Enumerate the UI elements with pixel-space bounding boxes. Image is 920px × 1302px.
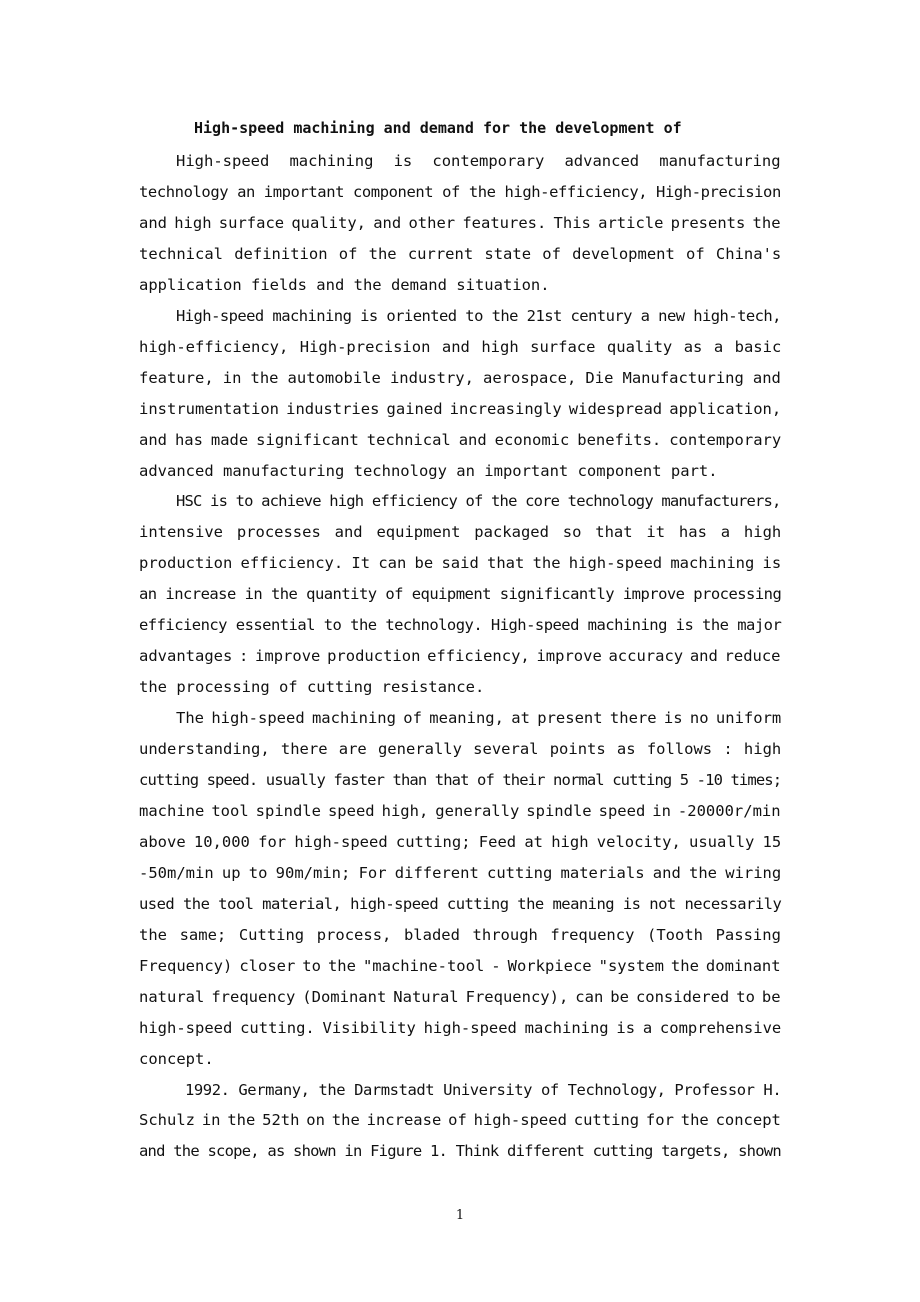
body-line: Frequency) closer to the "machine-tool - Workpiece "system the dominant [139, 956, 781, 975]
body-line: technical definition of the current state of development of China's [139, 244, 782, 263]
body-line: Schulz in the 52th on the increase of high-speed cutting for the concept [139, 1111, 781, 1130]
body-line: The high-speed machining of meaning, at present there is no uniform [176, 709, 782, 728]
body-line: machine tool spindle speed high, generally spindle speed in -20000r/min [139, 801, 781, 820]
body-line: -50m/min up to 90m/min; For different cutting materials and the wiring [139, 863, 782, 882]
body-line: High-speed machining is contemporary advanced manufacturing [176, 152, 781, 170]
body-line: the processing of cutting resistance. [139, 678, 485, 697]
body-line: HSC is to achieve high efficiency of the core technology manufacturers, [176, 492, 781, 511]
body-line: natural frequency (Dominant Natural Frequency), can be considered to be [139, 987, 781, 1006]
body-line: high-speed cutting. Visibility high-speed machining is a comprehensive [139, 1018, 782, 1037]
body-line: understanding, there are generally several points as follows : high [139, 740, 782, 758]
body-line: production efficiency. It can be said that the high-speed machining is [139, 554, 782, 573]
body-line: and high surface quality, and other features. This article presents the [139, 213, 781, 232]
body-line: instrumentation industries gained increasingly widespread application, [139, 399, 782, 418]
body-line: cutting speed. usually faster than that of their normal cutting 5 -10 times; [139, 771, 782, 789]
page-number: 1 [455, 1208, 465, 1223]
body-line: above 10,000 for high-speed cutting; Feed at high velocity, usually 15 [139, 832, 782, 851]
body-line: and has made significant technical and economic benefits. contemporary [139, 430, 782, 449]
document-title: High-speed machining and demand for the development of [194, 119, 682, 137]
body-line: the same; Cutting process, bladed through frequency (Tooth Passing [139, 925, 781, 944]
body-line: concept. [139, 1049, 214, 1068]
body-line: High-speed machining is oriented to the 21st century a new high-tech, [176, 306, 781, 325]
body-line: intensive processes and equipment packaged so that it has a high [139, 523, 782, 542]
body-line: advantages : improve production efficiency, improve accuracy and reduce [139, 647, 781, 666]
body-line: advanced manufacturing technology an important component part. [139, 461, 718, 480]
body-line: feature, in the automobile industry, aerospace, Die Manufacturing and [139, 368, 781, 387]
body-line: efficiency essential to the technology. High-speed machining is the major [139, 616, 782, 635]
body-line: an increase in the quantity of equipment significantly improve processing [139, 585, 782, 604]
body-line: 1992. Germany, the Darmstadt University of Technology, Professor H. [185, 1080, 782, 1099]
body-line: and the scope, as shown in Figure 1. Think different cutting targets, shown [139, 1142, 781, 1161]
body-line: high-efficiency, High-precision and high surface quality as a basic [139, 337, 782, 356]
body-line: technology an important component of the high-efficiency, High-precision [139, 182, 781, 201]
body-line: used the tool material, high-speed cutting the meaning is not necessarily [139, 894, 782, 913]
body-line: application fields and the demand situation. [139, 275, 550, 294]
